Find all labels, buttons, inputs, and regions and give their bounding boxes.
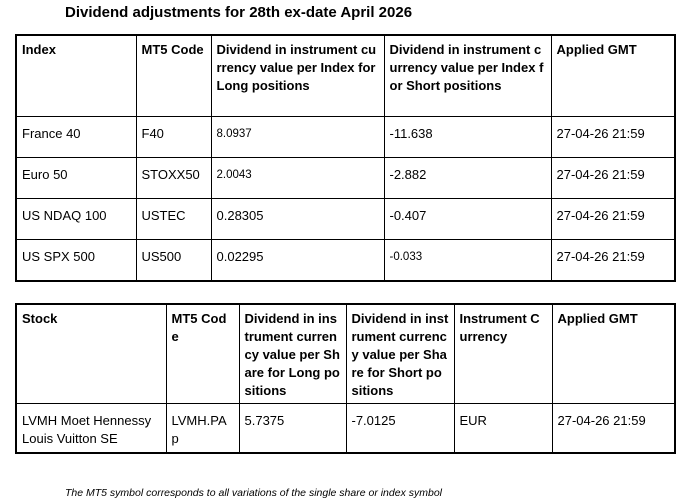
cell-applied: 27-04-26 21:59 (551, 117, 675, 158)
header-instrument-currency: Instrument Currency (454, 304, 552, 404)
cell-applied: 27-04-26 21:59 (552, 404, 675, 454)
header-long-dividend: Dividend in instrument currency value per Share for Long positions (239, 304, 346, 404)
cell-short: -0.033 (384, 240, 551, 282)
cell-long: 0.02295 (211, 240, 384, 282)
cell-applied: 27-04-26 21:59 (551, 158, 675, 199)
cell-stock: LVMH Moet Hennessy Louis Vuitton SE (16, 404, 166, 454)
cell-code: US500 (136, 240, 211, 282)
cell-index: France 40 (16, 117, 136, 158)
footnote: The MT5 symbol corresponds to all variations of the single share or index symbol (65, 487, 443, 499)
cell-currency: EUR (454, 404, 552, 454)
table-header-row (16, 304, 675, 404)
header-short-dividend: Dividend in instrument currency value per Index for Short positions (384, 35, 551, 117)
stock-dividend-table (15, 303, 676, 454)
cell-long: 5.7375 (239, 404, 346, 454)
header-applied-gmt: Applied GMT (551, 35, 675, 117)
table-header-row (16, 35, 675, 117)
table-row (16, 117, 675, 158)
page-title: Dividend adjustments for 28th ex-date April 2026 (65, 4, 413, 21)
header-long-dividend: Dividend in instrument currency value per Index for Long positions (211, 35, 384, 117)
cell-code: F40 (136, 117, 211, 158)
table-row (16, 404, 675, 454)
cell-long: 0.28305 (211, 199, 384, 240)
cell-code: LVMH.PAp (166, 404, 239, 454)
cell-short: -0.407 (384, 199, 551, 240)
cell-code: STOXX50 (136, 158, 211, 199)
cell-index: Euro 50 (16, 158, 136, 199)
cell-long: 8.0937 (211, 117, 384, 158)
cell-applied: 27-04-26 21:59 (551, 240, 675, 282)
table-row (16, 199, 675, 240)
cell-long: 2.0043 (211, 158, 384, 199)
cell-index: US SPX 500 (16, 240, 136, 282)
header-index: Index (16, 35, 136, 117)
cell-short: -2.882 (384, 158, 551, 199)
cell-code: USTEC (136, 199, 211, 240)
header-stock: Stock (16, 304, 166, 404)
header-mt5-code: MT5 Code (136, 35, 211, 117)
header-short-dividend: Dividend in instrument currency value per Share for Short positions (346, 304, 454, 404)
cell-short: -11.638 (384, 117, 551, 158)
index-dividend-table (15, 34, 676, 282)
table-row (16, 158, 675, 199)
table-row (16, 240, 675, 282)
header-applied-gmt: Applied GMT (552, 304, 675, 404)
cell-applied: 27-04-26 21:59 (551, 199, 675, 240)
cell-index: US NDAQ 100 (16, 199, 136, 240)
header-mt5-code: MT5 Code (166, 304, 239, 404)
cell-short: -7.0125 (346, 404, 454, 454)
